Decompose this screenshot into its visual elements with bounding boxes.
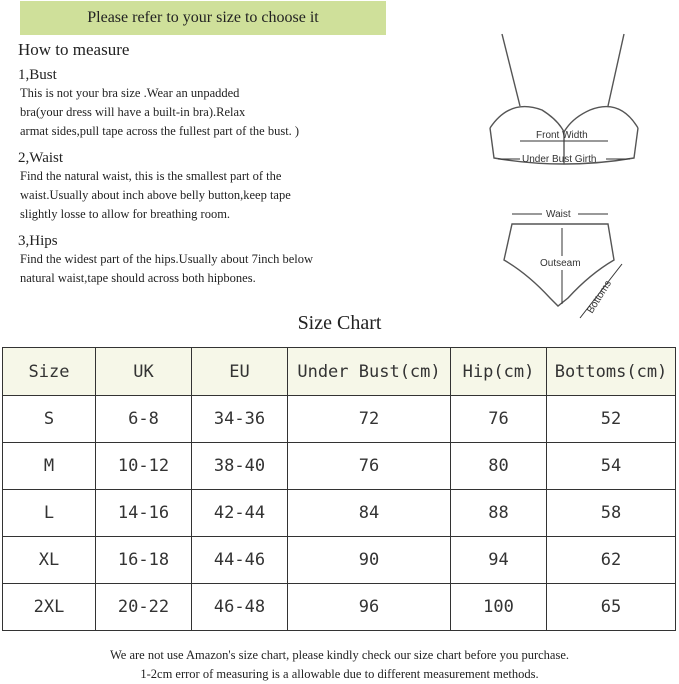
size-banner: Please refer to your size to choose it bbox=[20, 1, 386, 35]
footer-note-line: 1-2cm error of measuring is a allowable due to different measurement methods. bbox=[140, 667, 539, 681]
cell-eu: 46-48 bbox=[192, 584, 288, 631]
how-to-measure-title: How to measure bbox=[18, 40, 130, 59]
table-row bbox=[3, 537, 676, 584]
cell-uk: 16-18 bbox=[96, 537, 192, 584]
hips-heading: 3,Hips bbox=[18, 233, 58, 249]
cell-hip: 100 bbox=[451, 584, 547, 631]
cell-size: S bbox=[3, 396, 96, 443]
footer-note-line: We are not use Amazon's size chart, please kindly check our size chart before you purchase. bbox=[109, 648, 570, 662]
cell-uk: 10-12 bbox=[96, 443, 192, 490]
measurement-diagram bbox=[480, 28, 640, 328]
front-width-label: Front Width bbox=[536, 130, 588, 141]
table-header-row bbox=[3, 348, 676, 396]
col-hip-header: Hip(cm) bbox=[451, 348, 547, 396]
outseam-label: Outseam bbox=[540, 258, 581, 269]
cell-bottoms: 54 bbox=[547, 443, 676, 490]
bust-heading: 1,Bust bbox=[18, 67, 57, 83]
cell-size: L bbox=[3, 490, 96, 537]
right-strap bbox=[608, 34, 624, 106]
col-bottoms-header: Bottoms(cm) bbox=[547, 348, 676, 396]
cell-eu: 34-36 bbox=[192, 396, 288, 443]
cell-hip: 94 bbox=[451, 537, 547, 584]
left-strap bbox=[502, 34, 520, 106]
waist-heading: 2,Waist bbox=[18, 150, 64, 166]
cell-uk: 14-16 bbox=[96, 490, 192, 537]
cell-hip: 88 bbox=[451, 490, 547, 537]
waist-line: slightly losse to allow for breathing room. bbox=[20, 207, 231, 221]
cell-bottoms: 62 bbox=[547, 537, 676, 584]
under-bust-girth-label: Under Bust Girth bbox=[522, 154, 597, 165]
waist-instructions bbox=[20, 167, 378, 224]
waist-line: Find the natural waist, this is the smallest part of the bbox=[20, 169, 282, 183]
size-chart-title: Size Chart bbox=[297, 312, 382, 334]
cell-uk: 20-22 bbox=[96, 584, 192, 631]
bra-cups bbox=[490, 107, 638, 132]
cell-eu: 42-44 bbox=[192, 490, 288, 537]
cell-under-bust: 90 bbox=[288, 537, 451, 584]
bust-line: bra(your dress will have a built-in bra).Relax bbox=[20, 105, 246, 119]
cell-hip: 80 bbox=[451, 443, 547, 490]
cell-eu: 44-46 bbox=[192, 537, 288, 584]
how-to-measure-section bbox=[18, 38, 378, 296]
cell-under-bust: 96 bbox=[288, 584, 451, 631]
hips-instructions bbox=[20, 250, 378, 288]
table-row bbox=[3, 584, 676, 631]
table-row bbox=[3, 396, 676, 443]
cell-bottoms: 65 bbox=[547, 584, 676, 631]
col-size-header: Size bbox=[3, 348, 96, 396]
cell-size: M bbox=[3, 443, 96, 490]
cell-under-bust: 76 bbox=[288, 443, 451, 490]
col-under-bust-header: Under Bust(cm) bbox=[288, 348, 451, 396]
col-eu-header: EU bbox=[192, 348, 288, 396]
waist-label: Waist bbox=[546, 209, 571, 220]
size-table bbox=[2, 347, 676, 631]
cell-under-bust: 72 bbox=[288, 396, 451, 443]
cell-hip: 76 bbox=[451, 396, 547, 443]
cell-size: 2XL bbox=[3, 584, 96, 631]
table-row bbox=[3, 443, 676, 490]
cell-under-bust: 84 bbox=[288, 490, 451, 537]
footer-note bbox=[0, 646, 679, 684]
cell-bottoms: 52 bbox=[547, 396, 676, 443]
bottoms-label: Bottoms bbox=[585, 278, 614, 316]
cell-size: XL bbox=[3, 537, 96, 584]
bust-line: armat sides,pull tape across the fullest part of the bust. ) bbox=[20, 124, 300, 138]
table-row bbox=[3, 490, 676, 537]
cell-bottoms: 58 bbox=[547, 490, 676, 537]
bust-instructions bbox=[20, 84, 378, 141]
hips-line: Find the widest part of the hips.Usually about 7inch below bbox=[20, 252, 314, 266]
waist-line: waist.Usually about inch above belly button,keep tape bbox=[20, 188, 291, 202]
cell-uk: 6-8 bbox=[96, 396, 192, 443]
col-uk-header: UK bbox=[96, 348, 192, 396]
cell-eu: 38-40 bbox=[192, 443, 288, 490]
bust-line: This is not your bra size .Wear an unpadded bbox=[20, 86, 240, 100]
hips-line: natural waist,tape should across both hipbones. bbox=[20, 271, 256, 285]
